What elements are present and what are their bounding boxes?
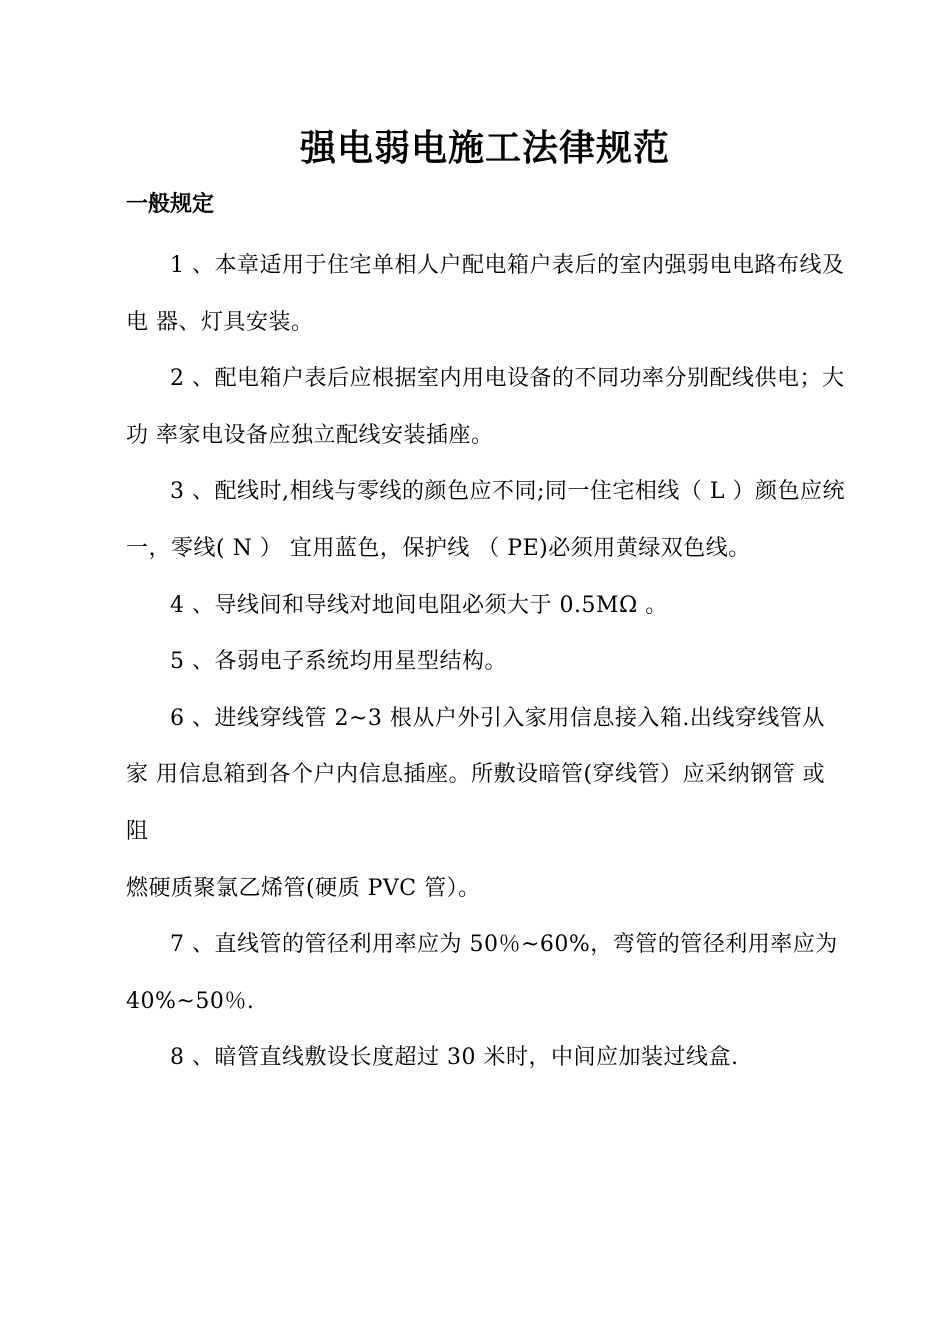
document-body xyxy=(126,238,846,1087)
paragraph-7: 7 、直线管的管径利用率应为 50％~60%，弯管的管径利用率应为 40%~50％. xyxy=(126,932,838,1014)
paragraph-2: 2 、配电箱户表后应根据室内用电设备的不同功率分别配线供电；大功 率家电设备应独立配线安装插座。 xyxy=(126,366,845,448)
paragraph-8: 8 、暗管直线敷设长度超过 30 米时，中间应加装过线盒. xyxy=(170,1045,739,1071)
document-title: 强电弱电施工法律规范 xyxy=(299,127,670,169)
paragraph-6: 6 、进线穿线管 2~3 根从户外引入家用信息接入箱.出线穿线管从家 用信息箱到各个户内信息插座。所敷设暗管(穿线管）应采纳钢管 或阻 xyxy=(126,705,826,844)
paragraph-4: 4 、导线间和导线对地间电阻必须大于 0.5MΩ 。 xyxy=(170,592,668,618)
section-heading: 一般规定 xyxy=(126,191,215,217)
paragraph-5: 5 、各弱电子系统均用星型结构。 xyxy=(170,649,507,675)
paragraph-6-continued: 燃硬质聚氯乙烯管(硬质 PVC 管）。 xyxy=(126,875,481,901)
paragraph-3: 3 、配线时,相线与零线的颜色应不同;同一住宅相线（ L ）颜色应统 一，零线( N ） 宜用蓝色，保护线 （ PE)必须用黄绿双色线。 xyxy=(126,479,845,561)
paragraph-1: 1 、本章适用于住宅单相人户配电箱户表后的室内强弱电电路布线及电 器、灯具安装。 xyxy=(126,253,845,335)
